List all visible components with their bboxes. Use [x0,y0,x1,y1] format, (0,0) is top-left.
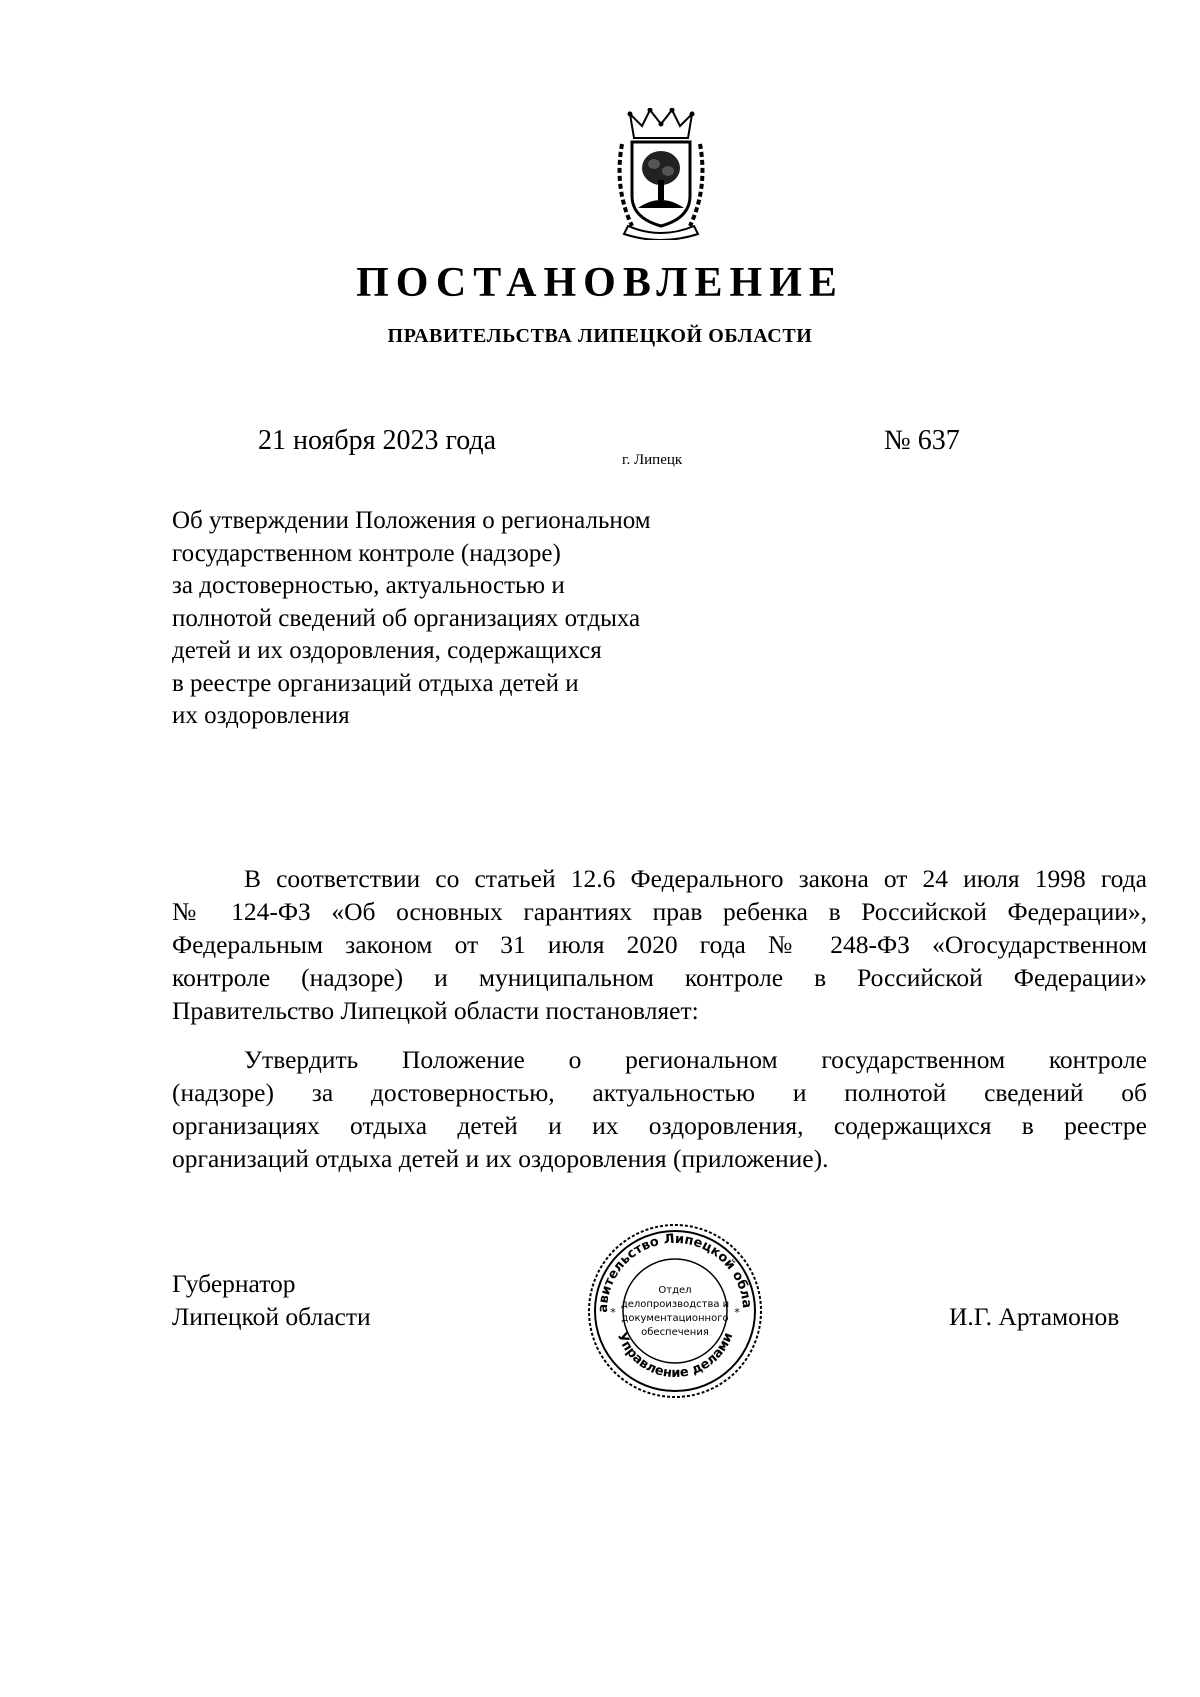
coat-of-arms-icon [612,108,710,240]
svg-text:Управление делами [614,1331,737,1381]
paragraph-line: Правительство Липецкой области постановляет: [172,996,699,1025]
document-subject [172,505,732,733]
subject-line: детей и их оздоровления, содержащихся [172,637,602,664]
stamp-center-line: Отдел [658,1285,692,1296]
subject-line: в реестре организаций отдыха детей и [172,669,579,697]
stamp-center-line: документационного [621,1313,729,1324]
paragraph-line: организациях отдыха детей и их оздоровления, содержащихся в реестре [172,1111,1147,1140]
stamp-outer-top-text: авительство Липецкой обла [595,1231,755,1313]
stamp-center-line: делопроизводства и [620,1299,730,1310]
document-subtitle: ПРАВИТЕЛЬСТВА ЛИПЕЦКОЙ ОБЛАСТИ [387,325,813,347]
document-number: № 637 [884,425,960,456]
signatory-position [172,1267,371,1333]
paragraph-line: В соответствии со статьей 12.6 Федерального закона от 24 июля 1998 года [244,864,1147,893]
subject-line: государственном контроле (надзоре) [172,539,561,567]
subject-line: полнотой сведений об организациях отдыха [172,604,641,632]
position-line: Губернатор [172,1269,296,1298]
subject-line: их оздоровления [172,702,350,729]
document-title: ПОСТАНОВЛЕНИЕ [356,260,844,306]
signatory-name: И.Г. Артамонов [949,1302,1120,1331]
svg-text:*: * [610,1306,616,1319]
paragraph-line: организаций отдыха детей и их оздоровления (приложение). [172,1144,829,1173]
paragraph-line: № 124-ФЗ «Об основных гарантиях прав ребенка в Российской Федерации», [172,897,1147,926]
stamp-outer-bottom-text: Управление делами [613,1330,737,1382]
paragraph-line: (надзоре) за достоверностью, актуальностью и полнотой сведений об [172,1078,1147,1107]
official-stamp-icon [585,1221,765,1401]
subject-line: за достоверностью, актуальностью и [172,572,565,599]
document-city: г. Липецк [622,452,683,468]
body-paragraph-2 [172,1043,1147,1175]
paragraph-line: Федеральным законом от 31 июля 2020 года № 248-ФЗ «Огосударственном [172,930,1147,959]
paragraph-line: Утвердить Положение о региональном государственном контроле [244,1045,1147,1074]
stamp-center-line: обеспечения [641,1327,709,1338]
subject-line: Об утверждении Положения о региональном [172,507,651,534]
document-date: 21 ноября 2023 года [258,425,497,456]
position-line: Липецкой области [172,1302,371,1331]
svg-text:*: * [734,1306,740,1319]
paragraph-line: контроле (надзоре) и муниципальном контроле в Российской Федерации» [172,963,1147,992]
body-paragraph-1 [172,862,1147,1027]
